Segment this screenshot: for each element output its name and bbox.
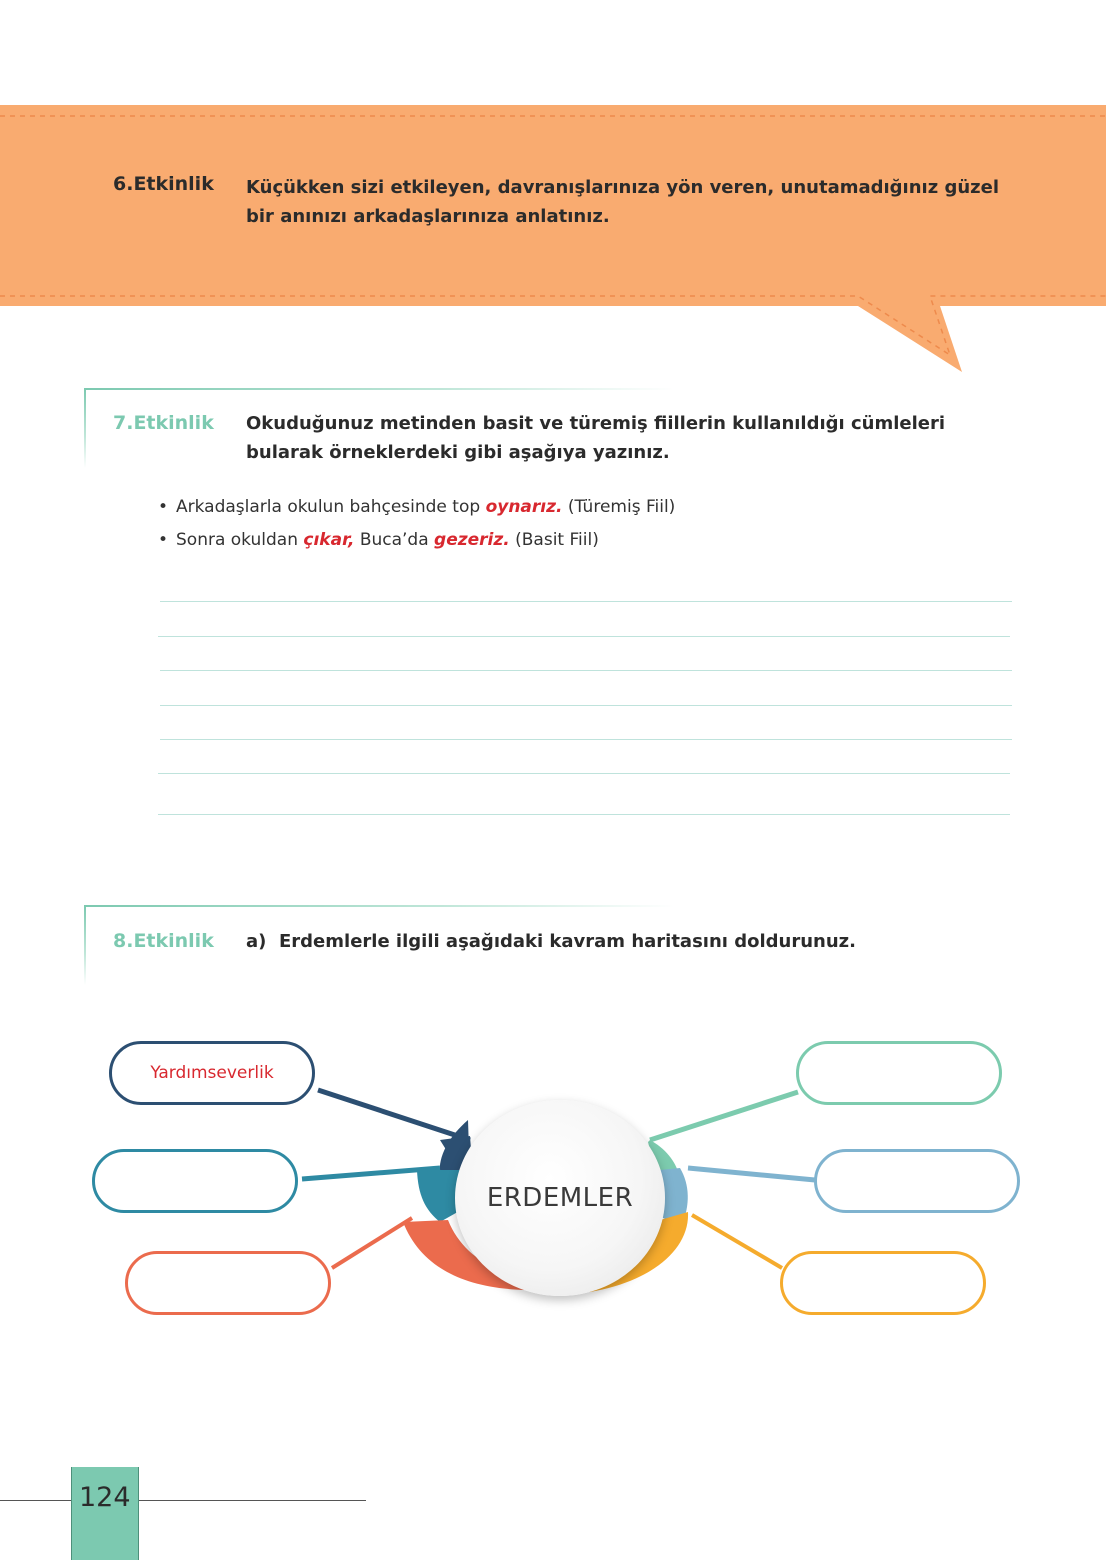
- bullet: •: [158, 497, 169, 517]
- activity6-label: 6.Etkinlik: [113, 173, 214, 195]
- example-sentence-1: [158, 497, 675, 517]
- activity6-instruction: Küçükken sizi etkileyen, davranışlarınıza yön veren, unutamadığınız güzel bir anınızı arkadaşlarınıza anlatınız.: [246, 177, 1000, 227]
- connector-line: [688, 1168, 815, 1180]
- activity8-part: a): [246, 931, 267, 952]
- activity8-frame-left: [84, 905, 86, 985]
- concept-map-center: ERDEMLER: [455, 1100, 665, 1296]
- connector-line: [318, 1090, 470, 1140]
- example-text: Buca’da: [354, 530, 435, 550]
- concept-node-2[interactable]: [92, 1149, 298, 1213]
- activity8-frame-top: [84, 905, 674, 907]
- connector-line: [692, 1215, 782, 1268]
- concept-node-5[interactable]: [814, 1149, 1020, 1213]
- example-type: (Basit Fiil): [509, 530, 599, 550]
- activity7-label: 7.Etkinlik: [113, 412, 214, 434]
- activity8-instruction: Erdemlerle ilgili aşağıdaki kavram haritasını doldurunuz.: [279, 931, 856, 952]
- concept-node-6[interactable]: [780, 1251, 986, 1315]
- page-number-tab: [71, 1467, 139, 1560]
- example-verb: çıkar,: [303, 530, 355, 550]
- activity7-frame-left: [84, 388, 86, 468]
- concept-node-4[interactable]: [796, 1041, 1002, 1105]
- example-verb: oynarız.: [485, 497, 563, 517]
- example-text: Sonra okuldan: [176, 530, 304, 550]
- concept-node-3[interactable]: [125, 1251, 331, 1315]
- example-verb: gezeriz.: [434, 530, 510, 550]
- activity8-label: 8.Etkinlik: [113, 930, 214, 952]
- writing-line[interactable]: [158, 773, 1010, 774]
- activity7-frame-top: [84, 388, 674, 390]
- page-number: 124: [79, 1482, 131, 1513]
- example-sentence-2: [158, 530, 599, 550]
- example-type: (Türemiş Fiil): [562, 497, 676, 517]
- footer-rule: [0, 1500, 366, 1501]
- connector-line: [332, 1218, 412, 1268]
- activity7-instruction: Okuduğunuz metinden basit ve türemiş fiillerin kullanıldığı cümleleri bularak örneklerdeki gibi aşağıya yazınız.: [246, 413, 946, 463]
- bullet: •: [158, 530, 169, 550]
- concept-node-1[interactable]: Yardımseverlik: [109, 1041, 315, 1105]
- writing-line[interactable]: [160, 705, 1012, 706]
- writing-line[interactable]: [158, 814, 1010, 815]
- example-text: Arkadaşlarla okulun bahçesinde top: [176, 497, 486, 517]
- writing-line[interactable]: [160, 739, 1012, 740]
- connector-line: [650, 1092, 798, 1140]
- writing-line[interactable]: [160, 670, 1012, 671]
- writing-line[interactable]: [158, 636, 1010, 637]
- writing-line[interactable]: [160, 601, 1012, 602]
